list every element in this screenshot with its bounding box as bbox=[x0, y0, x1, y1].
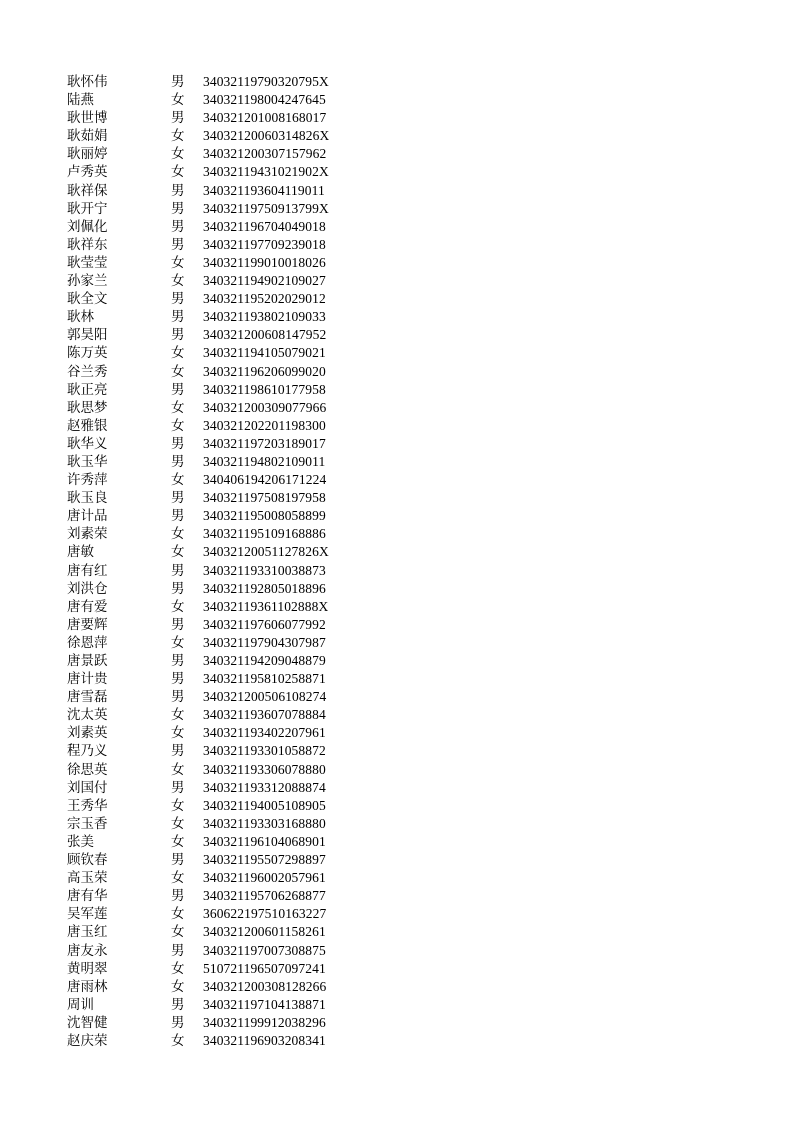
sex-cell: 男 bbox=[171, 1014, 185, 1031]
id-number-cell: 340321194105079021 bbox=[203, 345, 326, 361]
sex-cell: 女 bbox=[171, 273, 185, 290]
id-number-cell: 340321194005108905 bbox=[203, 797, 326, 813]
id-number-cell: 340321193802109033 bbox=[203, 309, 326, 325]
id-number-cell: 340321200308128266 bbox=[203, 978, 327, 994]
sex-cell: 女 bbox=[171, 417, 185, 434]
name-cell: 唐计品 bbox=[67, 508, 108, 525]
table-row bbox=[67, 562, 329, 580]
sex-cell: 女 bbox=[171, 924, 185, 941]
table-row bbox=[67, 489, 329, 507]
table-row bbox=[67, 905, 329, 923]
table-row bbox=[67, 543, 329, 561]
name-cell: 唐有红 bbox=[67, 562, 108, 579]
sex-cell: 女 bbox=[171, 472, 185, 489]
table-row bbox=[67, 887, 329, 905]
id-number-cell: 340321193306078880 bbox=[203, 761, 326, 777]
id-number-cell: 340321200506108274 bbox=[203, 689, 327, 705]
name-cell: 王秀华 bbox=[67, 797, 108, 814]
id-number-cell: 340321197508197958 bbox=[203, 490, 326, 506]
name-cell: 黄明翠 bbox=[67, 960, 108, 977]
sex-cell: 男 bbox=[171, 236, 185, 253]
name-cell: 耿丽婷 bbox=[67, 146, 108, 163]
name-cell: 唐玉红 bbox=[67, 924, 108, 941]
table-row bbox=[67, 525, 329, 543]
name-cell: 徐思英 bbox=[67, 761, 108, 778]
table-row bbox=[67, 507, 329, 525]
table-row bbox=[67, 435, 329, 453]
id-number-cell: 340321197606077992 bbox=[203, 616, 326, 632]
name-cell: 耿莹莹 bbox=[67, 254, 108, 271]
name-cell: 程乃义 bbox=[67, 743, 108, 760]
table-row bbox=[67, 308, 329, 326]
table-row bbox=[67, 598, 329, 616]
name-cell: 刘佩化 bbox=[67, 218, 108, 235]
name-cell: 耿怀伟 bbox=[67, 74, 108, 90]
id-number-cell: 340321197709239018 bbox=[203, 236, 326, 252]
name-cell: 耿开宁 bbox=[67, 200, 108, 217]
table-row bbox=[67, 145, 329, 163]
table-row bbox=[67, 254, 329, 272]
table-row bbox=[67, 942, 329, 960]
id-number-cell: 340321200309077966 bbox=[203, 399, 327, 415]
table-row bbox=[67, 960, 329, 978]
sex-cell: 女 bbox=[171, 544, 185, 561]
id-number-cell: 340321194902109027 bbox=[203, 273, 326, 289]
table-row bbox=[67, 218, 329, 236]
name-cell: 唐友永 bbox=[67, 942, 108, 959]
name-cell: 耿正亮 bbox=[67, 381, 108, 398]
sex-cell: 男 bbox=[171, 852, 185, 869]
id-number-cell: 340321193303168880 bbox=[203, 815, 326, 831]
name-cell: 周训 bbox=[67, 996, 94, 1013]
name-cell: 刘素英 bbox=[67, 725, 108, 742]
sex-cell: 男 bbox=[171, 508, 185, 525]
sex-cell: 男 bbox=[171, 327, 185, 344]
sex-cell: 男 bbox=[171, 200, 185, 217]
name-cell: 耿祥东 bbox=[67, 236, 108, 253]
table-row bbox=[67, 761, 329, 779]
name-cell: 张美 bbox=[67, 833, 94, 850]
name-cell: 顾钦春 bbox=[67, 852, 108, 869]
name-cell: 卢秀英 bbox=[67, 164, 108, 181]
sex-cell: 女 bbox=[171, 960, 185, 977]
name-cell: 耿华义 bbox=[67, 435, 108, 452]
name-cell: 耿祥保 bbox=[67, 182, 108, 199]
id-number-cell: 340321201008168017 bbox=[203, 110, 327, 126]
table-row bbox=[67, 109, 329, 127]
sex-cell: 男 bbox=[171, 490, 185, 507]
sex-cell: 女 bbox=[171, 146, 185, 163]
sex-cell: 女 bbox=[171, 906, 185, 923]
sex-cell: 女 bbox=[171, 870, 185, 887]
id-number-cell: 340321192805018896 bbox=[203, 580, 326, 596]
table-row bbox=[67, 724, 329, 742]
table-row bbox=[67, 706, 329, 724]
name-cell: 耿玉华 bbox=[67, 453, 108, 470]
sex-cell: 男 bbox=[171, 653, 185, 669]
sex-cell: 男 bbox=[171, 562, 185, 579]
sex-cell: 男 bbox=[171, 942, 185, 959]
id-number-cell: 340321197904307987 bbox=[203, 634, 326, 650]
sex-cell: 男 bbox=[171, 580, 185, 597]
id-number-cell: 340321194209048879 bbox=[203, 653, 326, 668]
id-number-cell: 340321193312088874 bbox=[203, 779, 326, 795]
sex-cell: 女 bbox=[171, 254, 185, 271]
id-number-cell: 340321195507298897 bbox=[203, 852, 326, 868]
sex-cell: 男 bbox=[171, 671, 185, 688]
name-cell: 刘素荣 bbox=[67, 526, 108, 543]
id-number-cell: 340321202201198300 bbox=[203, 417, 326, 433]
name-cell: 耿思梦 bbox=[67, 399, 108, 416]
name-cell: 许秀萍 bbox=[67, 472, 108, 489]
name-cell: 陆燕 bbox=[67, 92, 94, 109]
name-cell: 唐计贵 bbox=[67, 671, 108, 688]
id-number-cell: 34032120060314826X bbox=[203, 128, 330, 144]
table-row bbox=[67, 652, 329, 670]
table-row bbox=[67, 471, 329, 489]
name-cell: 唐敏 bbox=[67, 544, 94, 561]
table-row bbox=[67, 978, 329, 996]
name-cell: 耿世博 bbox=[67, 110, 108, 127]
name-cell: 唐雨林 bbox=[67, 978, 108, 995]
table-row bbox=[67, 399, 329, 417]
sex-cell: 女 bbox=[171, 707, 185, 724]
table-row bbox=[67, 923, 329, 941]
sex-cell: 女 bbox=[171, 978, 185, 995]
sex-cell: 男 bbox=[171, 381, 185, 398]
table-row bbox=[67, 363, 329, 381]
table-row bbox=[67, 851, 329, 869]
table-row bbox=[67, 200, 329, 218]
table-row bbox=[67, 616, 329, 634]
id-number-cell: 34032119431021902X bbox=[203, 164, 329, 180]
id-number-cell: 34032119750913799X bbox=[203, 200, 329, 216]
name-cell: 高玉荣 bbox=[67, 870, 108, 887]
name-cell: 耿全文 bbox=[67, 291, 108, 308]
sex-cell: 女 bbox=[171, 598, 185, 615]
sex-cell: 男 bbox=[171, 74, 185, 90]
sex-cell: 女 bbox=[171, 797, 185, 814]
id-number-cell: 340321194802109011 bbox=[203, 453, 326, 469]
table-row bbox=[67, 73, 329, 91]
sex-cell: 男 bbox=[171, 689, 185, 706]
table-row bbox=[67, 381, 329, 399]
name-cell: 沈太英 bbox=[67, 707, 108, 724]
sex-cell: 男 bbox=[171, 616, 185, 633]
id-number-cell: 360622197510163227 bbox=[203, 906, 327, 922]
id-number-cell: 340321195202029012 bbox=[203, 291, 326, 307]
id-number-cell: 340321193301058872 bbox=[203, 743, 326, 759]
name-cell: 陈万英 bbox=[67, 345, 108, 362]
id-number-cell: 340321193607078884 bbox=[203, 707, 326, 723]
id-number-cell: 340406194206171224 bbox=[203, 472, 327, 488]
table-row bbox=[67, 688, 329, 706]
id-number-cell: 340321198004247645 bbox=[203, 92, 326, 108]
table-row bbox=[67, 344, 329, 362]
sex-cell: 女 bbox=[171, 92, 185, 109]
name-cell: 耿林 bbox=[67, 309, 94, 326]
sex-cell: 男 bbox=[171, 996, 185, 1013]
sex-cell: 女 bbox=[171, 761, 185, 778]
id-number-cell: 340321195810258871 bbox=[203, 671, 326, 687]
sex-cell: 女 bbox=[171, 128, 185, 145]
sex-cell: 男 bbox=[171, 453, 185, 470]
id-number-cell: 34032119361102888X bbox=[203, 598, 329, 614]
sex-cell: 女 bbox=[171, 725, 185, 742]
sex-cell: 男 bbox=[171, 309, 185, 326]
id-number-cell: 340321196104068901 bbox=[203, 833, 326, 849]
table-row bbox=[67, 996, 329, 1014]
name-cell: 刘洪仓 bbox=[67, 580, 108, 597]
name-cell: 赵雅银 bbox=[67, 417, 108, 434]
id-number-cell: 340321197007308875 bbox=[203, 942, 326, 958]
name-cell: 唐有爱 bbox=[67, 598, 108, 615]
id-number-cell: 340321196206099020 bbox=[203, 363, 326, 379]
id-number-cell: 340321198610177958 bbox=[203, 381, 326, 397]
table-row bbox=[67, 91, 329, 109]
table-row bbox=[67, 453, 329, 471]
name-cell: 唐景跃 bbox=[67, 653, 108, 669]
table-row bbox=[67, 290, 329, 308]
table-row bbox=[67, 182, 329, 200]
id-number-cell: 340321197104138871 bbox=[203, 996, 326, 1012]
sex-cell: 女 bbox=[171, 815, 185, 832]
sex-cell: 女 bbox=[171, 526, 185, 543]
roster-table bbox=[67, 73, 329, 1050]
name-cell: 沈智健 bbox=[67, 1014, 108, 1031]
id-number-cell: 340321200307157962 bbox=[203, 146, 327, 162]
id-number-cell: 340321196704049018 bbox=[203, 218, 326, 234]
id-number-cell: 340321195109168886 bbox=[203, 526, 326, 542]
table-row bbox=[67, 833, 329, 851]
id-number-cell: 340321196903208341 bbox=[203, 1032, 326, 1048]
table-row bbox=[67, 815, 329, 833]
sex-cell: 男 bbox=[171, 110, 185, 127]
name-cell: 唐要辉 bbox=[67, 616, 108, 633]
sex-cell: 男 bbox=[171, 291, 185, 308]
id-number-cell: 34032119790320795X bbox=[203, 74, 329, 89]
id-number-cell: 340321200601158261 bbox=[203, 924, 326, 940]
table-row bbox=[67, 236, 329, 254]
sex-cell: 男 bbox=[171, 182, 185, 199]
name-cell: 耿玉良 bbox=[67, 490, 108, 507]
id-number-cell: 340321199010018026 bbox=[203, 254, 326, 270]
table-row bbox=[67, 779, 329, 797]
table-row bbox=[67, 417, 329, 435]
sex-cell: 女 bbox=[171, 1032, 185, 1049]
table-row bbox=[67, 869, 329, 887]
id-number-cell: 340321195008058899 bbox=[203, 508, 326, 524]
sex-cell: 女 bbox=[171, 363, 185, 380]
table-row bbox=[67, 1014, 329, 1032]
name-cell: 郭昊阳 bbox=[67, 327, 108, 344]
table-row bbox=[67, 326, 329, 344]
id-number-cell: 340321193402207961 bbox=[203, 725, 326, 741]
table-row bbox=[67, 272, 329, 290]
table-row bbox=[67, 580, 329, 598]
id-number-cell: 340321199912038296 bbox=[203, 1014, 326, 1030]
name-cell: 谷兰秀 bbox=[67, 363, 108, 380]
name-cell: 唐雪磊 bbox=[67, 689, 108, 706]
sex-cell: 女 bbox=[171, 345, 185, 362]
sex-cell: 男 bbox=[171, 218, 185, 235]
table-row bbox=[67, 163, 329, 181]
id-number-cell: 34032120051127826X bbox=[203, 544, 329, 560]
id-number-cell: 340321197203189017 bbox=[203, 435, 326, 451]
name-cell: 唐有华 bbox=[67, 888, 108, 905]
sex-cell: 女 bbox=[171, 634, 185, 651]
table-row bbox=[67, 797, 329, 815]
name-cell: 徐恩萍 bbox=[67, 634, 108, 651]
table-row bbox=[67, 670, 329, 688]
name-cell: 吴军莲 bbox=[67, 906, 108, 923]
table-row bbox=[67, 127, 329, 145]
name-cell: 宗玉香 bbox=[67, 815, 108, 832]
id-number-cell: 340321200608147952 bbox=[203, 327, 327, 343]
sex-cell: 男 bbox=[171, 435, 185, 452]
id-number-cell: 510721196507097241 bbox=[203, 960, 326, 976]
sex-cell: 男 bbox=[171, 779, 185, 796]
table-row bbox=[67, 742, 329, 760]
name-cell: 耿茹娟 bbox=[67, 128, 108, 145]
name-cell: 赵庆荣 bbox=[67, 1032, 108, 1049]
id-number-cell: 340321196002057961 bbox=[203, 870, 326, 886]
sex-cell: 男 bbox=[171, 743, 185, 760]
name-cell: 孙家兰 bbox=[67, 273, 108, 290]
name-cell: 刘国付 bbox=[67, 779, 108, 796]
sex-cell: 男 bbox=[171, 888, 185, 905]
sex-cell: 女 bbox=[171, 399, 185, 416]
id-number-cell: 340321193310038873 bbox=[203, 562, 326, 578]
sex-cell: 女 bbox=[171, 164, 185, 181]
id-number-cell: 340321195706268877 bbox=[203, 888, 326, 904]
table-row bbox=[67, 634, 329, 652]
sex-cell: 女 bbox=[171, 833, 185, 850]
table-row bbox=[67, 1032, 329, 1050]
id-number-cell: 340321193604119011 bbox=[203, 182, 325, 198]
